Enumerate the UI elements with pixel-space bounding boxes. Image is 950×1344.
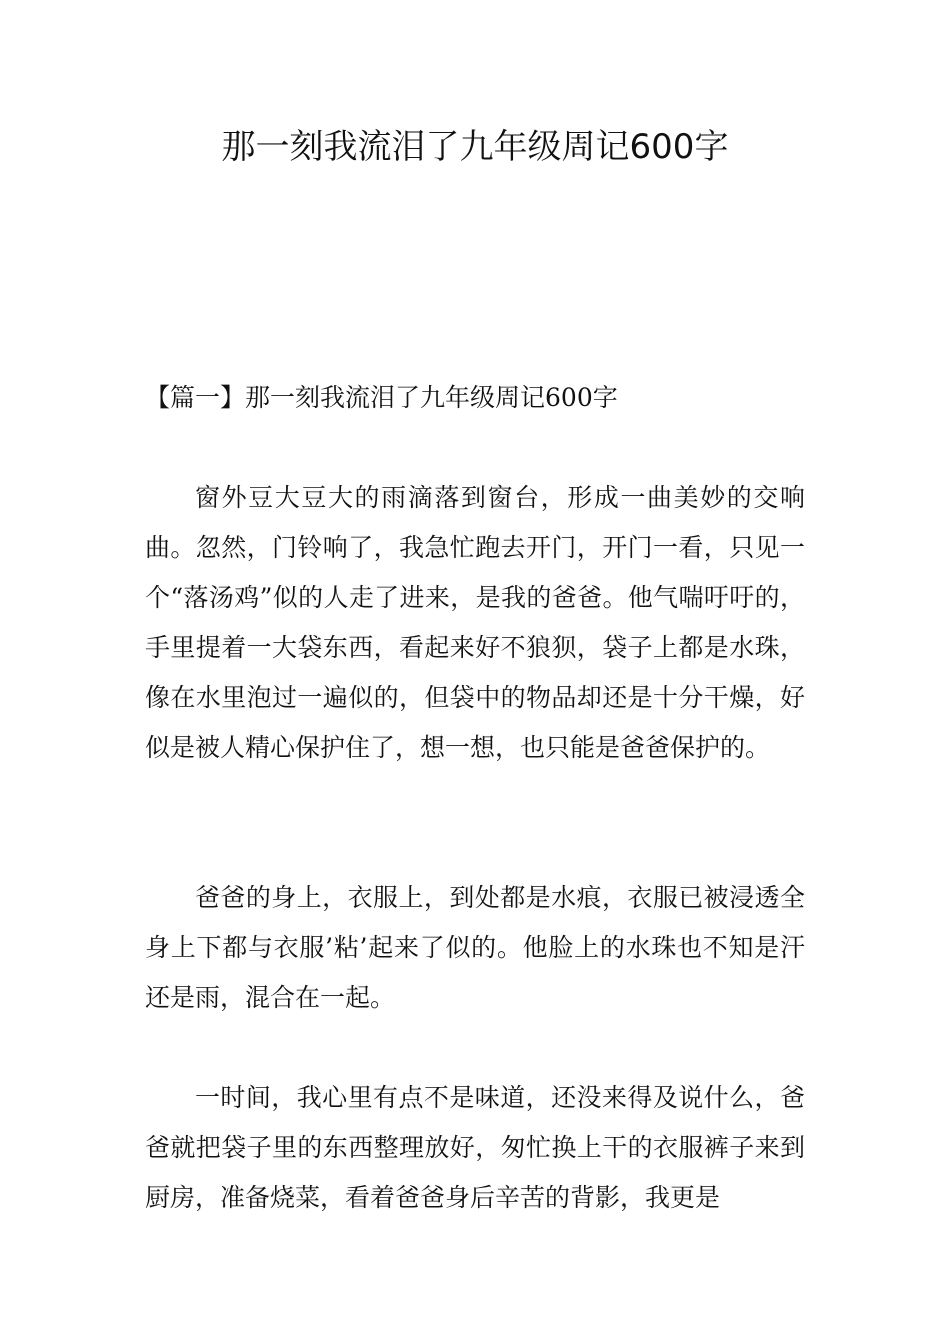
paragraph-2: 爸爸的身上，衣服上，到处都是水痕，衣服已被浸透全身上下都与衣服’粘’起来了似的。他脸上的水珠也不知是汗还是雨，混合在一起。	[145, 883, 805, 1012]
paragraph-3: 一时间，我心里有点不是味道，还没来得及说什么，爸爸就把袋子里的东西整理放好，匆忙换上干的衣服裤子来到厨房，准备烧菜，看着爸爸身后辛苦的背影，我更是	[145, 1083, 805, 1212]
section-heading: 【篇一】那一刻我流泪了九年级周记600字	[145, 383, 618, 412]
document-title: 那一刻我流泪了九年级周记600字	[221, 127, 729, 167]
paragraph-1: 窗外豆大豆大的雨滴落到窗台，形成一曲美妙的交响曲。忽然，门铃响了，我急忙跑去开门，开门一看，只见一个“落汤鸡”似的人走了进来，是我的爸爸。他气喘吁吁的，手里提着一大袋东西，看起来好不狼狈，袋子上都是水珠，像在水里泡过一遍似的，但袋中的物品却还是十分干燥，好似是被人精心保护住了，想一想，也只能是爸爸保护的。	[145, 483, 805, 762]
